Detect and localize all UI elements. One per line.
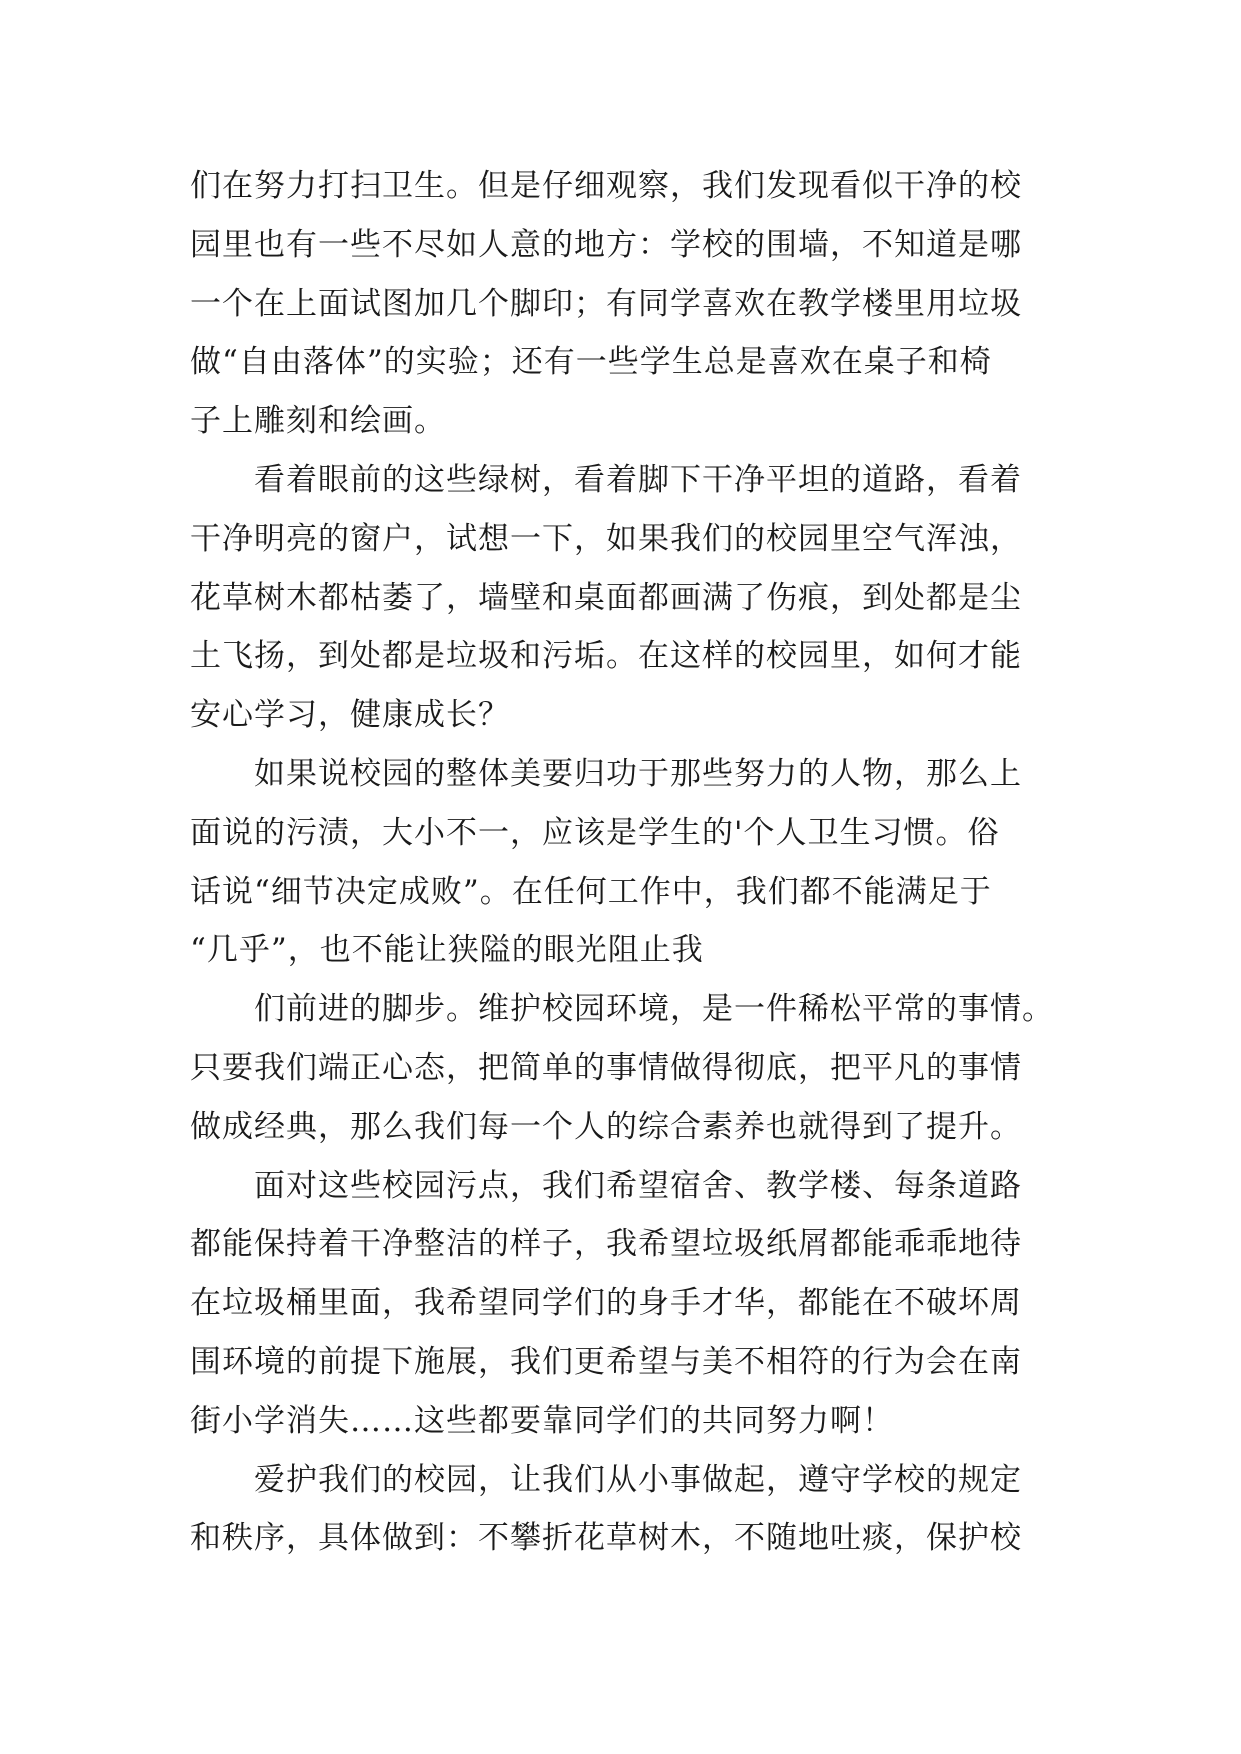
paragraph-first-line: 爱护我们的校园，让我们从小事做起，遵守学校的规定 xyxy=(254,1461,1022,1498)
text-line: 们在努力打扫卫生。但是仔细观察，我们发现看似干净的校 xyxy=(190,168,1022,204)
paragraph-first-line: 如果说校园的整体美要归功于那些努力的人物，那么上 xyxy=(254,755,1022,792)
text-line: 干净明亮的窗户，试想一下，如果我们的校园里空气浑浊， xyxy=(190,520,1022,557)
text-line: 在垃圾桶里面，我希望同学们的身手才华，都能在不破坏周 xyxy=(190,1285,1022,1322)
paragraph-first-line: 们前进的脚步。维护校园环境，是一件稀松平常的事情。 xyxy=(254,991,1054,1028)
text-line: 园里也有一些不尽如人意的地方：学校的围墙，不知道是哪 xyxy=(190,226,1022,263)
text-line: 一个在上面试图加几个脚印；有同学喜欢在教学楼里用垃圾 xyxy=(190,285,1022,322)
text-line: 土飞扬，到处都是垃圾和污垢。在这样的校园里，如何才能 xyxy=(190,638,1022,675)
text-line: 面说的污渍，大小不一，应该是学生的'个人卫生习惯。俗 xyxy=(190,814,1000,851)
text-line: 都能保持着干净整洁的样子，我希望垃圾纸屑都能乖乖地待 xyxy=(190,1226,1022,1263)
document-body xyxy=(190,157,1070,1568)
text-line: “几乎”，也不能让狭隘的眼光阻止我 xyxy=(190,932,704,969)
paragraph-first-line: 面对这些校园污点，我们希望宿舍、教学楼、每条道路 xyxy=(254,1167,1022,1204)
text-line: 街小学消失……这些都要靠同学们的共同努力啊！ xyxy=(190,1402,894,1439)
text-line: 子上雕刻和绘画。 xyxy=(190,403,446,440)
text-line: 花草树木都枯萎了，墙壁和桌面都画满了伤痕，到处都是尘 xyxy=(190,579,1022,616)
text-line: 只要我们端正心态，把简单的事情做得彻底，把平凡的事情 xyxy=(190,1049,1022,1086)
text-line: 安心学习，健康成长？ xyxy=(190,697,510,734)
text-line: 做“自由落体”的实验；还有一些学生总是喜欢在桌子和椅 xyxy=(190,344,992,381)
paragraph-first-line: 看着眼前的这些绿树，看着脚下干净平坦的道路，看着 xyxy=(254,461,1022,498)
text-line: 围环境的前提下施展，我们更希望与美不相符的行为会在南 xyxy=(190,1343,1022,1380)
text-line: 和秩序，具体做到：不攀折花草树木，不随地吐痰，保护校 xyxy=(190,1520,1022,1557)
text-line: 做成经典，那么我们每一个人的综合素养也就得到了提升。 xyxy=(190,1108,1022,1145)
text-line: 话说“细节决定成败”。在任何工作中，我们都不能满足于 xyxy=(190,873,992,910)
